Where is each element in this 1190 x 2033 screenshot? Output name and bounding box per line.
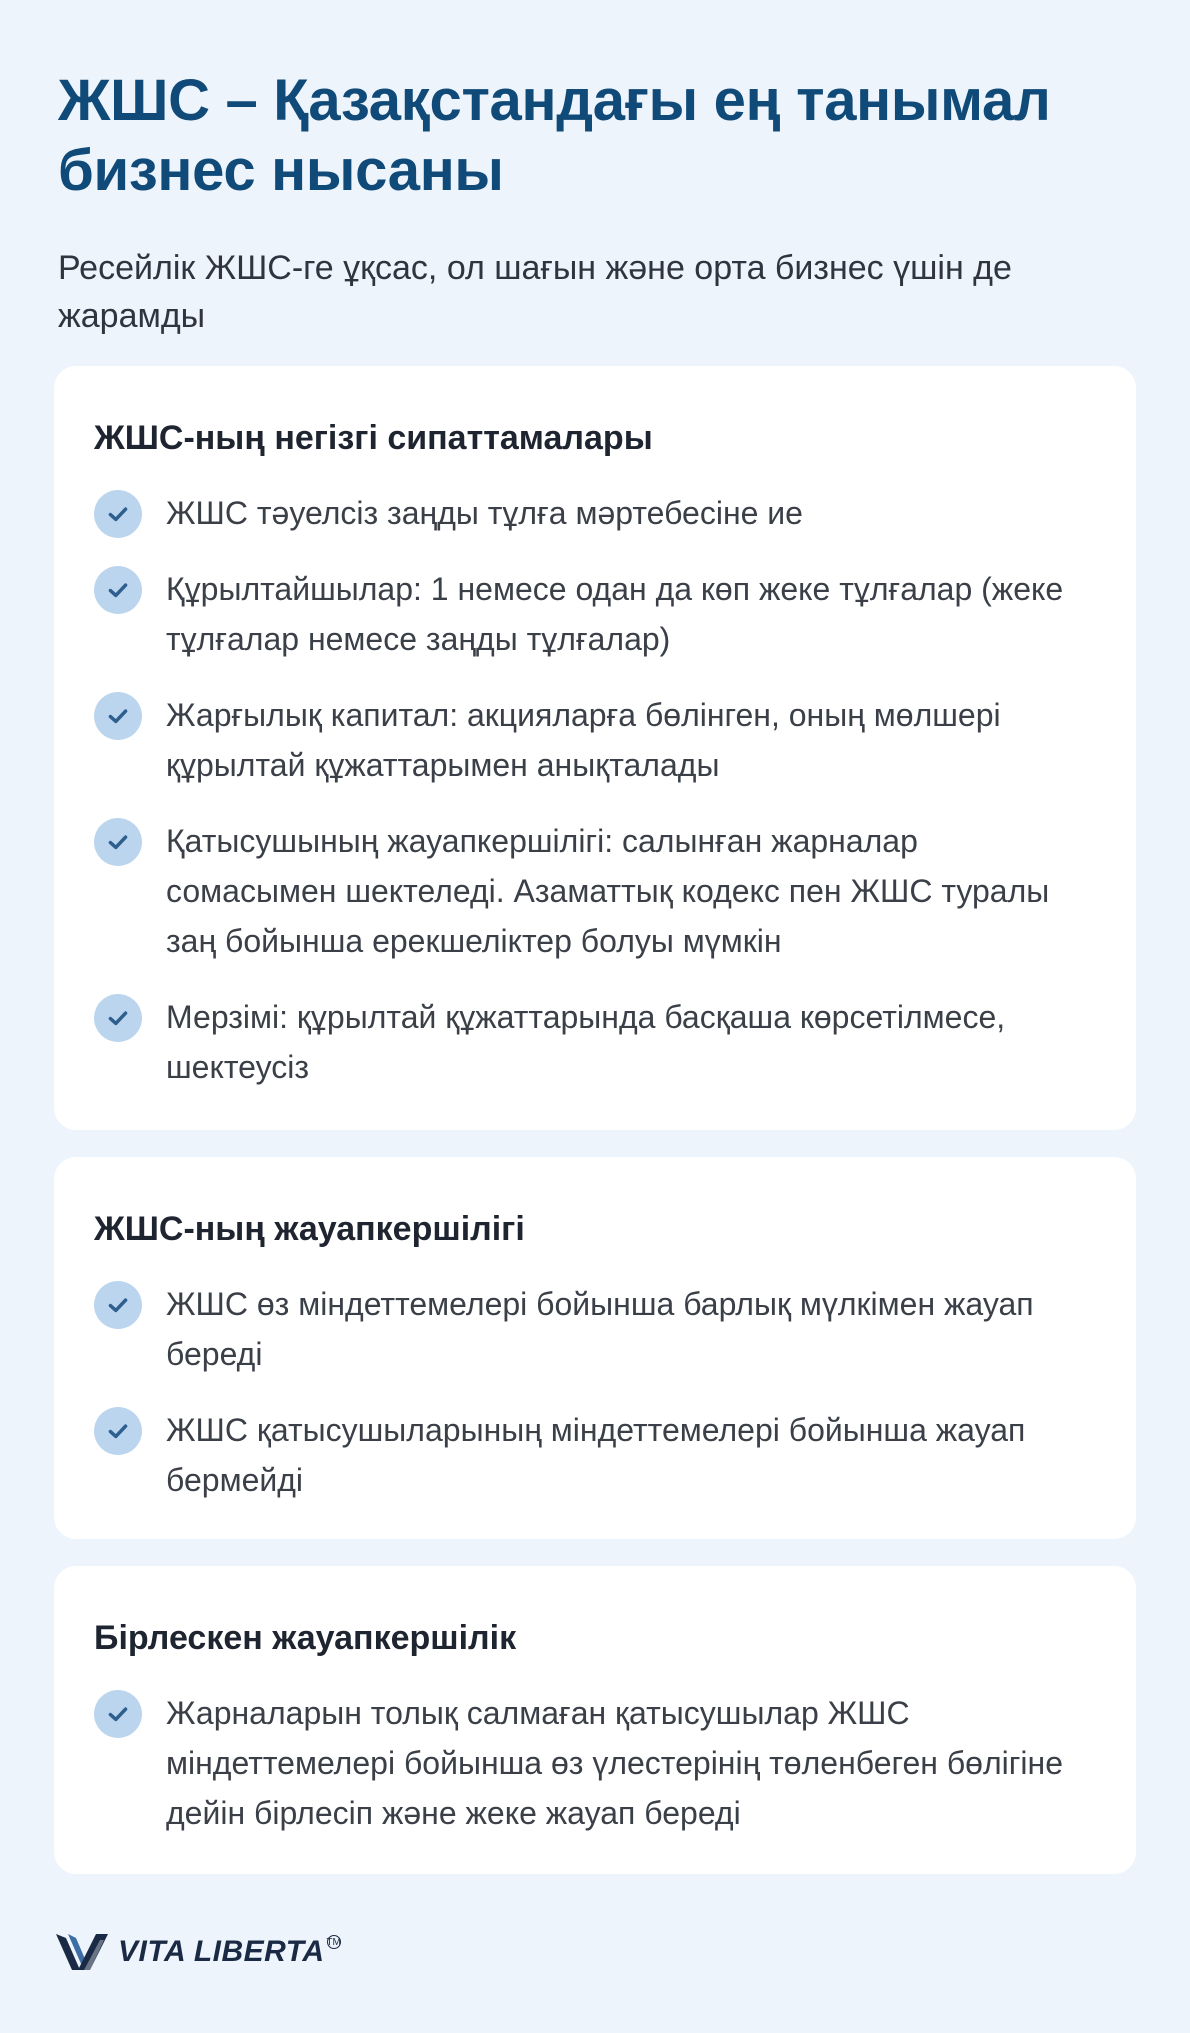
list-item [94, 488, 1096, 538]
check-circle-icon [94, 994, 142, 1042]
vita-liberta-logo-icon [54, 1930, 110, 1974]
list-item-text: Мерзімі: құрылтай құжаттарында басқаша көрсетілмесе, шектеусіз [166, 999, 1006, 1085]
check-circle-icon [94, 1407, 142, 1455]
check-circle-icon [94, 818, 142, 866]
section-title: ЖШС-ның жауапкершілігі [94, 1210, 525, 1248]
list-item-text: Қатысушының жауапкершілігі: салынған жарналар сомасымен шектеледі. Азаматтық кодекс пен ЖШС туралы заң бойынша ерекшеліктер болуы мүмкін [166, 823, 1050, 959]
list-item [94, 1279, 1096, 1379]
list-item-text: ЖШС қатысушыларының міндеттемелері бойынша жауап бермейді [166, 1412, 1026, 1498]
check-circle-icon [94, 566, 142, 614]
list-item-text: Құрылтайшылар: 1 немесе одан да көп жеке тұлғалар (жеке тұлғалар немесе заңды тұлғалар) [166, 571, 1064, 657]
page-title: ЖШС – Қазақстандағы ең танымал бизнес нысаны [58, 68, 1051, 203]
brand-logo [54, 1930, 341, 1974]
list-item [94, 992, 1096, 1092]
check-circle-icon [94, 692, 142, 740]
list-item [94, 690, 1096, 790]
section-card-joint-liability [54, 1566, 1136, 1874]
section-card-characteristics [54, 366, 1136, 1130]
list-item [94, 1405, 1096, 1505]
list-item-text: ЖШС тәуелсіз заңды тұлға мәртебесіне ие [166, 495, 803, 531]
check-circle-icon [94, 1281, 142, 1329]
check-circle-icon [94, 1690, 142, 1738]
list-item [94, 564, 1096, 664]
page-subtitle: Ресейлік ЖШС-ге ұқсас, ол шағын және орта бизнес үшін де жарамды [58, 249, 1012, 335]
brand-name: VITA LIBERTA [118, 1935, 325, 1968]
list-item [94, 816, 1096, 966]
list-item-text: Жарналарын толық салмаған қатысушылар ЖШС міндеттемелері бойынша өз үлестерінің төленбеген бөлігіне дейін бірлесіп және жеке жауап береді [166, 1695, 1063, 1831]
list-item-text: ЖШС өз міндеттемелері бойынша барлық мүлкімен жауап береді [166, 1286, 1034, 1372]
trademark-mark: TM [326, 1936, 341, 1948]
section-title: Бірлескен жауапкершілік [94, 1619, 517, 1657]
check-circle-icon [94, 490, 142, 538]
list-item-text: Жарғылық капитал: акцияларға бөлінген, оның мөлшері құрылтай құжаттарымен анықталады [166, 697, 1001, 783]
list-item [94, 1688, 1096, 1838]
section-title: ЖШС-ның негізгі сипаттамалары [94, 419, 653, 457]
section-card-liability [54, 1157, 1136, 1539]
